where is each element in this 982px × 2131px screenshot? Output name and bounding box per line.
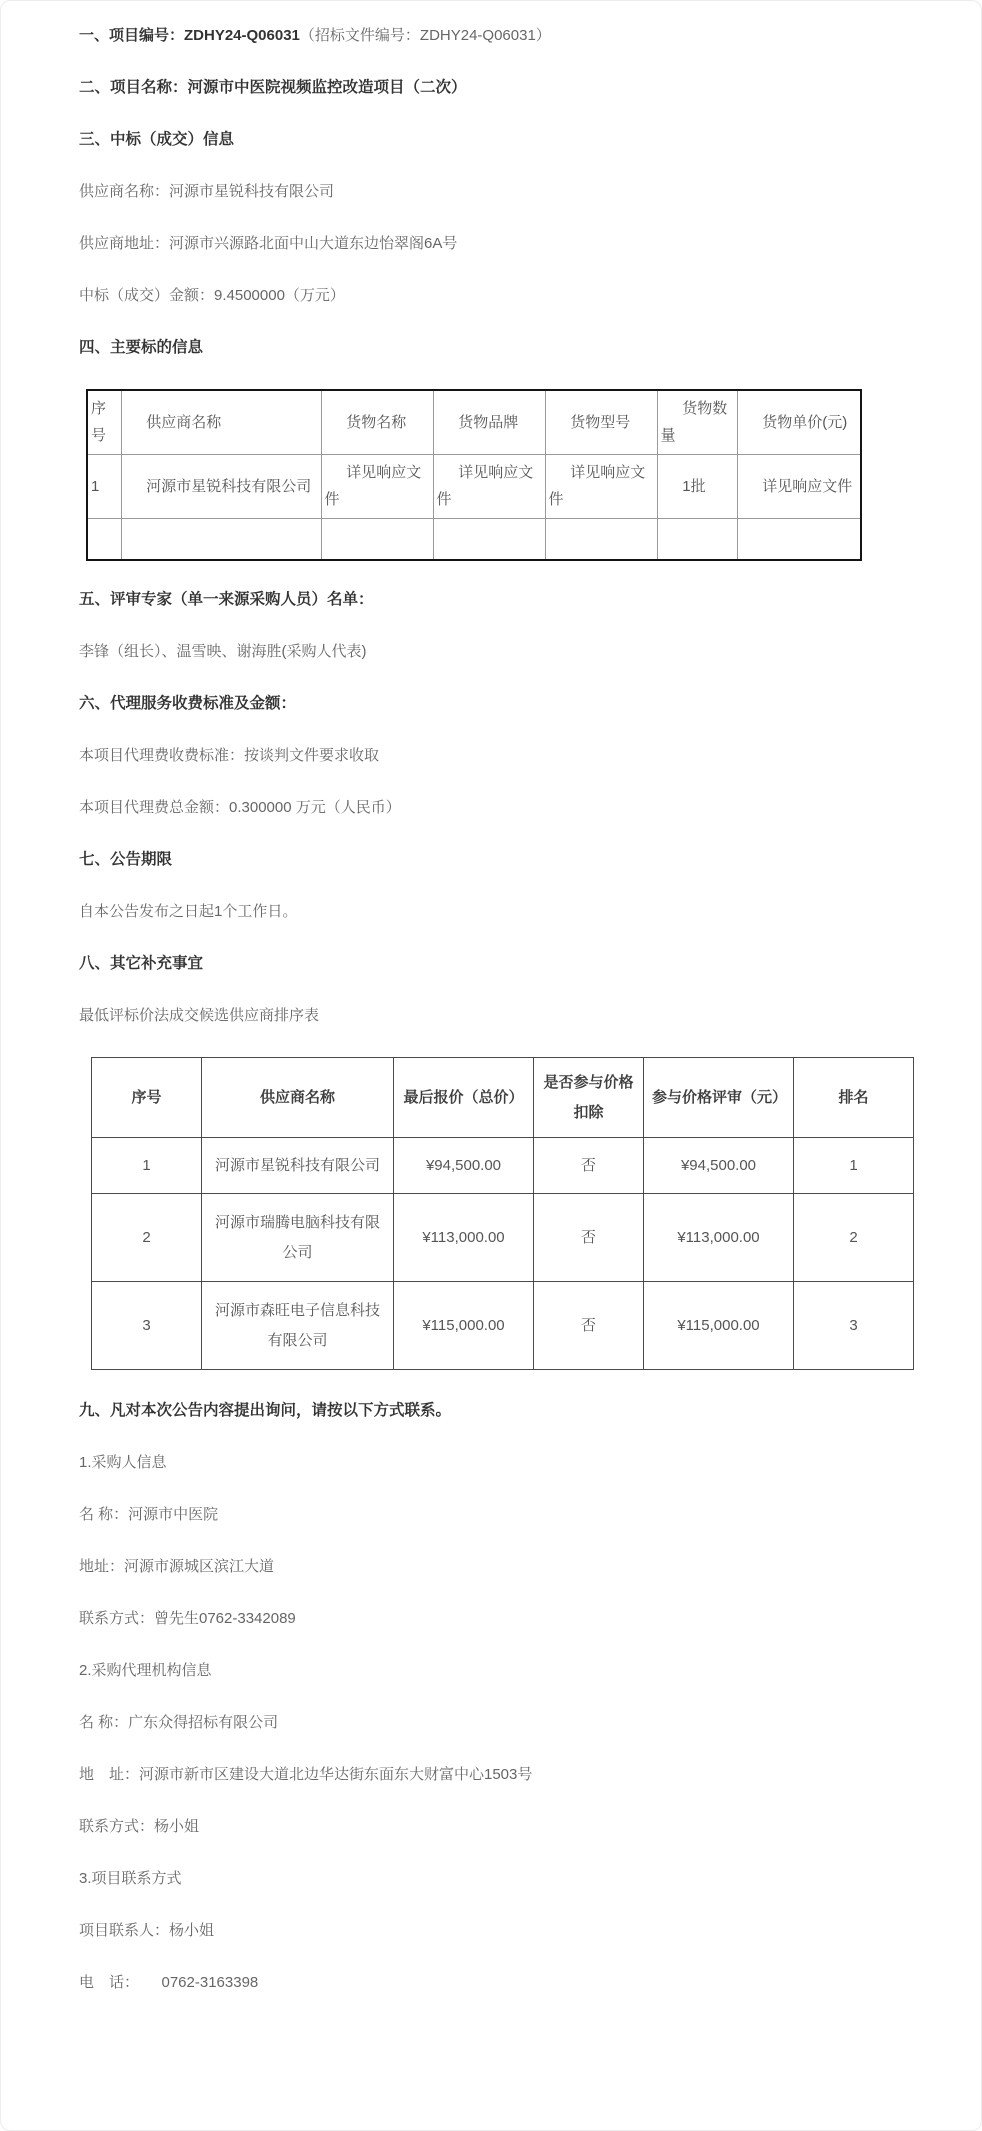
ranking-cell-deduction: 否	[534, 1194, 644, 1282]
purchaser-address: 地址：河源市源城区滨江大道	[79, 1558, 275, 1575]
agency-fee-standard: 本项目代理费收费标准：按谈判文件要求收取	[79, 747, 380, 764]
project-contact-heading: 3.项目联系方式	[79, 1870, 182, 1887]
ranking-cell-deduction: 否	[534, 1138, 644, 1194]
project-number-line	[79, 25, 911, 46]
table-header-row	[87, 390, 861, 454]
ranking-table-title: 最低评标价法成交候选供应商排序表	[79, 1007, 320, 1024]
header-cell-goods-brand: 货物品牌	[433, 390, 545, 454]
ranking-header-row	[92, 1058, 914, 1138]
cell-goods-price: 详见响应文件	[737, 454, 861, 518]
other-matters-heading: 八、其它补充事宜	[79, 955, 204, 972]
award-info-heading: 三、中标（成交）信息	[79, 131, 235, 148]
purchaser-info-heading: 1.采购人信息	[79, 1454, 167, 1471]
ranking-table	[91, 1057, 914, 1370]
ranking-cell-review-price: ¥113,000.00	[644, 1194, 794, 1282]
cell-goods-name: 详见响应文件	[321, 454, 433, 518]
contact-heading: 九、凡对本次公告内容提出询问，请按以下方式联系。	[79, 1402, 452, 1419]
agency-fee-heading: 六、代理服务收费标准及金额：	[79, 695, 297, 712]
project-number: 一、项目编号：ZDHY24-Q06031	[79, 27, 300, 44]
table-row	[87, 454, 861, 518]
ranking-header-supplier: 供应商名称	[202, 1058, 394, 1138]
cell-supplier: 河源市星锐科技有限公司	[121, 454, 321, 518]
announcement-period-text: 自本公告发布之日起1个工作日。	[79, 903, 298, 920]
ranking-header-final-price: 最后报价（总价）	[394, 1058, 534, 1138]
experts-heading: 五、评审专家（单一来源采购人员）名单：	[79, 591, 374, 608]
project-contact-phone: 电 话： 0762-3163398	[79, 1974, 259, 1991]
announcement-period-heading: 七、公告期限	[79, 851, 173, 868]
empty-cell	[321, 518, 433, 560]
subject-info-heading: 四、主要标的信息	[79, 339, 204, 356]
ranking-cell-rank: 3	[794, 1282, 914, 1370]
empty-cell	[737, 518, 861, 560]
ranking-header-deduction: 是否参与价格扣除	[534, 1058, 644, 1138]
ranking-row	[92, 1194, 914, 1282]
ranking-cell-supplier: 河源市森旺电子信息科技有限公司	[202, 1282, 394, 1370]
cell-goods-model: 详见响应文件	[545, 454, 657, 518]
empty-cell	[545, 518, 657, 560]
supplier-name: 供应商名称：河源市星锐科技有限公司	[79, 183, 335, 200]
ranking-cell-review-price: ¥94,500.00	[644, 1138, 794, 1194]
ranking-header-rank: 排名	[794, 1058, 914, 1138]
header-cell-goods-price: 货物单价(元)	[737, 390, 861, 454]
ranking-cell-deduction: 否	[534, 1282, 644, 1370]
ranking-cell-seq: 2	[92, 1194, 202, 1282]
tender-doc-number: （招标文件编号：ZDHY24-Q06031）	[299, 27, 551, 44]
ranking-cell-rank: 2	[794, 1194, 914, 1282]
cell-seq: 1	[87, 454, 121, 518]
project-name-heading: 二、项目名称：河源市中医院视频监控改造项目（二次）	[79, 79, 467, 96]
header-cell-goods-name: 货物名称	[321, 390, 433, 454]
cell-goods-brand: 详见响应文件	[433, 454, 545, 518]
agency-name: 名 称：广东众得招标有限公司	[79, 1714, 279, 1731]
subject-info-table	[86, 389, 862, 561]
table-empty-row	[87, 518, 861, 560]
experts-names: 李锋（组长）、温雪映、谢海胜(采购人代表)	[79, 643, 367, 660]
agency-fee-total: 本项目代理费总金额：0.300000 万元（人民币）	[79, 799, 401, 816]
ranking-row	[92, 1282, 914, 1370]
ranking-cell-final-price: ¥94,500.00	[394, 1138, 534, 1194]
ranking-cell-seq: 3	[92, 1282, 202, 1370]
ranking-cell-rank: 1	[794, 1138, 914, 1194]
award-amount: 中标（成交）金额：9.4500000（万元）	[79, 287, 345, 304]
ranking-cell-supplier: 河源市瑞腾电脑科技有限公司	[202, 1194, 394, 1282]
empty-cell	[87, 518, 121, 560]
empty-cell	[433, 518, 545, 560]
ranking-cell-review-price: ¥115,000.00	[644, 1282, 794, 1370]
purchaser-name: 名 称：河源市中医院	[79, 1506, 219, 1523]
agency-contact: 联系方式：杨小姐	[79, 1818, 200, 1835]
ranking-cell-supplier: 河源市星锐科技有限公司	[202, 1138, 394, 1194]
ranking-row	[92, 1138, 914, 1194]
project-contact-person: 项目联系人：杨小姐	[79, 1922, 215, 1939]
header-cell-supplier: 供应商名称	[121, 390, 321, 454]
agency-info-heading: 2.采购代理机构信息	[79, 1662, 212, 1679]
ranking-header-review-price: 参与价格评审（元）	[644, 1058, 794, 1138]
empty-cell	[121, 518, 321, 560]
header-cell-goods-qty: 货物数量	[657, 390, 737, 454]
agency-address: 地 址：河源市新市区建设大道北边华达街东面东大财富中心1503号	[79, 1766, 533, 1783]
ranking-cell-final-price: ¥113,000.00	[394, 1194, 534, 1282]
empty-cell	[657, 518, 737, 560]
ranking-cell-seq: 1	[92, 1138, 202, 1194]
header-cell-goods-model: 货物型号	[545, 390, 657, 454]
ranking-cell-final-price: ¥115,000.00	[394, 1282, 534, 1370]
header-cell-seq: 序号	[87, 390, 121, 454]
purchaser-contact: 联系方式：曾先生0762-3342089	[79, 1610, 296, 1627]
supplier-address: 供应商地址：河源市兴源路北面中山大道东边怡翠阁6A号	[79, 235, 458, 252]
ranking-header-seq: 序号	[92, 1058, 202, 1138]
cell-goods-qty: 1批	[657, 454, 737, 518]
